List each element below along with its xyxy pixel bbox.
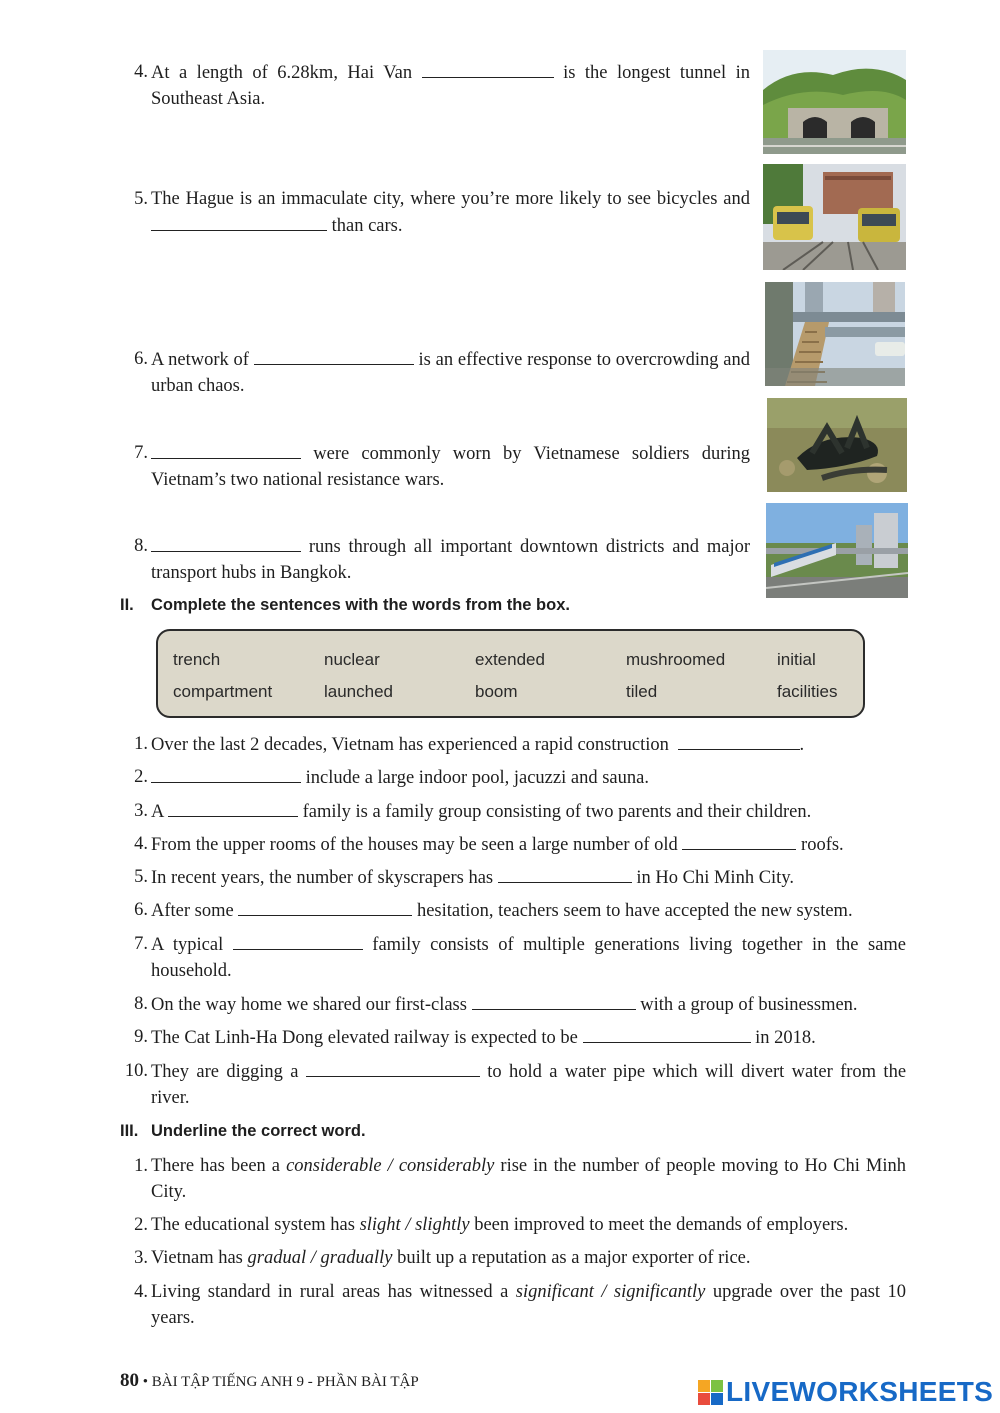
answer-blank[interactable] xyxy=(238,897,412,916)
question-number: 8. xyxy=(134,536,148,556)
question-text-after: include a large indoor pool, jacuzzi and sauna. xyxy=(305,768,649,788)
question-text-after: is the longest tunnel in Southeast Asia. xyxy=(151,63,751,109)
skywalk-photo xyxy=(765,282,905,386)
word-box-item: launched xyxy=(324,682,394,701)
question-number: 7. xyxy=(134,934,148,954)
question-text-after: with a group of businessmen. xyxy=(640,995,858,1015)
question-text-before: The Cat Linh-Ha Dong elevated railway is expected to be xyxy=(151,1028,578,1048)
question-text-before: They are digging a xyxy=(151,1062,299,1082)
question-text-after: roofs. xyxy=(801,835,844,855)
word-box-item: extended xyxy=(475,650,545,669)
answer-blank[interactable] xyxy=(151,764,301,783)
section-number: II. xyxy=(120,596,134,614)
question-text-after: family consists of multiple generations living together in the same household. xyxy=(151,935,907,981)
logo-text: LIVEWORKSHEETS xyxy=(726,1376,994,1407)
question-text-before: On the way home we shared our first-class xyxy=(151,995,467,1015)
answer-blank[interactable] xyxy=(422,59,554,78)
question-number: 1. xyxy=(134,1156,148,1176)
answer-blank[interactable] xyxy=(678,731,800,750)
liveworksheets-logo[interactable] xyxy=(698,1376,993,1408)
exercise-3-heading xyxy=(120,1122,720,1144)
question-text-after: built up a reputation as a major exporter of rice. xyxy=(397,1248,751,1268)
answer-blank[interactable] xyxy=(682,831,796,850)
question-text-after: in Ho Chi Minh City. xyxy=(636,868,794,888)
question-number: 4. xyxy=(134,1282,148,1302)
question-number: 6. xyxy=(134,349,148,369)
tunnel-photo xyxy=(763,50,906,154)
question-number: 9. xyxy=(134,1027,148,1047)
question-number: 4. xyxy=(134,62,148,82)
question-text-before: From the upper rooms of the houses may be seen a large number of old xyxy=(151,835,678,855)
sandals-photo xyxy=(767,398,907,492)
word-box-item: trench xyxy=(173,650,221,669)
question-text-after: family is a family group consisting of two parents and their children. xyxy=(302,802,812,822)
question-number: 1. xyxy=(134,734,148,754)
question-text-after: in 2018. xyxy=(755,1028,816,1048)
question-number: 3. xyxy=(134,801,148,821)
question-text-before: The Hague is an immaculate city, where you’re more likely to see bicycles and xyxy=(151,189,750,209)
footer-bullet: • xyxy=(142,1374,149,1390)
word-choice-options[interactable]: gradual / gradually xyxy=(247,1248,393,1268)
question-number: 8. xyxy=(134,994,148,1014)
question-text-before: Vietnam has xyxy=(151,1248,243,1268)
question-text-before: After some xyxy=(151,901,234,921)
question-text-after: rise in the number of people moving to Ho Chi Minh City. xyxy=(151,1156,907,1202)
word-choice-options[interactable]: considerable / considerably xyxy=(286,1156,495,1176)
question-text-after: were commonly worn by Vietnamese soldiers during Vietnam’s two national resistance wars. xyxy=(151,444,751,490)
word-box-item: compartment xyxy=(173,682,273,701)
word-box-item: mushroomed xyxy=(626,650,726,669)
word-box-item: facilities xyxy=(777,682,838,701)
section-title: Underline the correct word. xyxy=(151,1122,366,1140)
question-number: 4. xyxy=(134,834,148,854)
question-text-before: In recent years, the number of skyscrapers has xyxy=(151,868,494,888)
question-text-after: than cars. xyxy=(331,216,403,236)
book-title: BÀI TẬP TIẾNG ANH 9 - PHẦN BÀI TẬP xyxy=(151,1374,419,1390)
question-number: 3. xyxy=(134,1248,148,1268)
answer-blank[interactable] xyxy=(583,1024,751,1043)
question-text-after: . xyxy=(799,735,805,755)
question-text-before: At a length of 6.28km, Hai Van xyxy=(151,63,413,83)
word-choice-options[interactable]: significant / significantly xyxy=(515,1282,706,1302)
question-number: 6. xyxy=(134,900,148,920)
question-text-after: to hold a water pipe which will divert water from the river. xyxy=(151,1062,907,1108)
answer-blank[interactable] xyxy=(151,440,301,459)
word-choice-options[interactable]: slight / slightly xyxy=(359,1215,470,1235)
page-number: 80 xyxy=(120,1370,139,1391)
question-text-after: is an effective response to overcrowding and urban chaos. xyxy=(151,350,751,396)
answer-blank[interactable] xyxy=(472,991,636,1010)
question-text-before: Over the last 2 decades, Vietnam has experienced a rapid construction xyxy=(151,735,669,755)
page-footer xyxy=(120,1370,419,1392)
word-box xyxy=(156,629,865,718)
question-text-after: hesitation, teachers seem to have accepted the new system. xyxy=(416,901,853,921)
answer-blank[interactable] xyxy=(254,346,414,365)
answer-blank[interactable] xyxy=(168,798,298,817)
question-text-before: The educational system has xyxy=(151,1215,355,1235)
question-number: 2. xyxy=(134,1215,148,1235)
question-text-before: There has been a xyxy=(151,1156,281,1176)
answer-blank[interactable] xyxy=(233,931,363,950)
answer-blank[interactable] xyxy=(151,212,327,231)
question-number: 5. xyxy=(134,867,148,887)
word-box-item: nuclear xyxy=(324,650,380,669)
question-number: 2. xyxy=(134,767,148,787)
question-text-after: been improved to meet the demands of employers. xyxy=(474,1215,849,1235)
question-text-after: runs through all important downtown districts and major transport hubs in Bangkok. xyxy=(151,537,750,583)
section-number: III. xyxy=(120,1122,139,1140)
exercise-2-heading xyxy=(120,596,720,618)
skytrain-photo xyxy=(766,503,908,598)
question-text-before: A network of xyxy=(151,350,249,370)
answer-blank[interactable] xyxy=(498,864,632,883)
word-box-item: initial xyxy=(777,650,816,669)
question-text-after: upgrade over the past 10 years. xyxy=(151,1282,907,1328)
question-text-before: A xyxy=(151,802,164,822)
word-box-item: boom xyxy=(475,682,518,701)
answer-blank[interactable] xyxy=(306,1058,480,1077)
section-title: Complete the sentences with the words from the box. xyxy=(151,596,570,614)
answer-blank[interactable] xyxy=(151,533,301,552)
question-text-before: A typical xyxy=(151,935,224,955)
question-number: 5. xyxy=(134,189,148,209)
question-number: 7. xyxy=(134,443,148,463)
word-box-item: tiled xyxy=(626,682,658,701)
question-text-before: Living standard in rural areas has witnessed a xyxy=(151,1282,509,1302)
logo-mark-icon xyxy=(698,1380,723,1405)
question-number: 10. xyxy=(124,1061,148,1081)
tram-photo xyxy=(763,164,906,270)
